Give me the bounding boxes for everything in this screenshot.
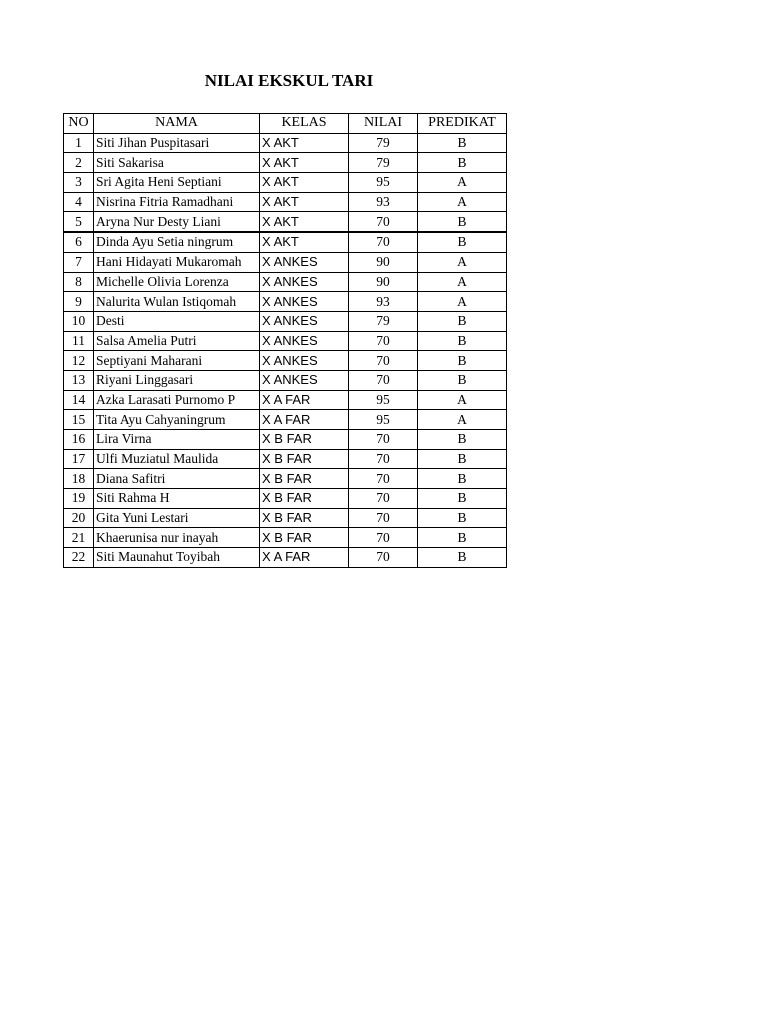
table-row xyxy=(64,232,507,252)
cell-nama: Siti Rahma H xyxy=(94,489,260,509)
cell-kelas: X AKT xyxy=(260,133,349,153)
cell-predikat: B xyxy=(418,430,507,450)
cell-kelas: X A FAR xyxy=(260,410,349,430)
cell-predikat: A xyxy=(418,390,507,410)
table-row xyxy=(64,449,507,469)
cell-nama: Lira Virna xyxy=(94,430,260,450)
cell-kelas: X A FAR xyxy=(260,548,349,568)
cell-nilai: 95 xyxy=(349,410,418,430)
cell-predikat: B xyxy=(418,548,507,568)
cell-predikat: B xyxy=(418,508,507,528)
cell-nama: Siti Jihan Puspitasari xyxy=(94,133,260,153)
cell-nilai: 70 xyxy=(349,508,418,528)
table-row xyxy=(64,430,507,450)
cell-nilai: 95 xyxy=(349,390,418,410)
cell-no: 8 xyxy=(64,272,94,292)
cell-no: 2 xyxy=(64,153,94,173)
table-row xyxy=(64,489,507,509)
table-row xyxy=(64,173,507,193)
cell-no: 16 xyxy=(64,430,94,450)
table-body xyxy=(64,133,507,567)
cell-nama: Desti xyxy=(94,311,260,331)
cell-nama: Hani Hidayati Mukaromah xyxy=(94,252,260,272)
header-kelas: KELAS xyxy=(260,114,349,134)
cell-no: 14 xyxy=(64,390,94,410)
cell-nilai: 79 xyxy=(349,153,418,173)
table-row xyxy=(64,272,507,292)
cell-no: 10 xyxy=(64,311,94,331)
grade-table xyxy=(63,113,507,568)
cell-nama: Riyani Linggasari xyxy=(94,370,260,390)
cell-nama: Aryna Nur Desty Liani xyxy=(94,212,260,232)
cell-predikat: B xyxy=(418,469,507,489)
cell-no: 9 xyxy=(64,292,94,312)
table-row xyxy=(64,410,507,430)
cell-kelas: X ANKES xyxy=(260,272,349,292)
table-row xyxy=(64,311,507,331)
cell-predikat: A xyxy=(418,410,507,430)
cell-kelas: X ANKES xyxy=(260,311,349,331)
cell-nilai: 90 xyxy=(349,272,418,292)
cell-no: 12 xyxy=(64,351,94,371)
cell-predikat: B xyxy=(418,153,507,173)
cell-no: 18 xyxy=(64,469,94,489)
cell-predikat: A xyxy=(418,192,507,212)
cell-no: 4 xyxy=(64,192,94,212)
cell-nama: Dinda Ayu Setia ningrum xyxy=(94,232,260,252)
cell-predikat: B xyxy=(418,449,507,469)
cell-nama: Nalurita Wulan Istiqomah xyxy=(94,292,260,312)
cell-nilai: 79 xyxy=(349,133,418,153)
cell-nama: Ulfi Muziatul Maulida xyxy=(94,449,260,469)
cell-no: 7 xyxy=(64,252,94,272)
cell-no: 13 xyxy=(64,370,94,390)
cell-no: 22 xyxy=(64,548,94,568)
table-row xyxy=(64,153,507,173)
cell-kelas: X AKT xyxy=(260,212,349,232)
cell-kelas: X B FAR xyxy=(260,449,349,469)
cell-nilai: 70 xyxy=(349,331,418,351)
cell-nilai: 70 xyxy=(349,489,418,509)
table-row xyxy=(64,252,507,272)
table-row xyxy=(64,192,507,212)
cell-nama: Diana Safitri xyxy=(94,469,260,489)
cell-no: 20 xyxy=(64,508,94,528)
cell-kelas: X AKT xyxy=(260,232,349,252)
cell-predikat: B xyxy=(418,528,507,548)
cell-predikat: B xyxy=(418,212,507,232)
cell-kelas: X AKT xyxy=(260,173,349,193)
cell-kelas: X B FAR xyxy=(260,508,349,528)
table-row xyxy=(64,331,507,351)
cell-kelas: X ANKES xyxy=(260,252,349,272)
cell-nama: Siti Sakarisa xyxy=(94,153,260,173)
table-header-row xyxy=(64,114,507,134)
cell-kelas: X B FAR xyxy=(260,469,349,489)
cell-no: 17 xyxy=(64,449,94,469)
cell-no: 11 xyxy=(64,331,94,351)
cell-no: 6 xyxy=(64,232,94,252)
cell-nama: Siti Maunahut Toyibah xyxy=(94,548,260,568)
cell-nama: Tita Ayu Cahyaningrum xyxy=(94,410,260,430)
cell-kelas: X B FAR xyxy=(260,489,349,509)
cell-predikat: B xyxy=(418,232,507,252)
cell-nama: Azka Larasati Purnomo P xyxy=(94,390,260,410)
cell-no: 1 xyxy=(64,133,94,153)
cell-nilai: 70 xyxy=(349,430,418,450)
cell-predikat: B xyxy=(418,351,507,371)
cell-nilai: 95 xyxy=(349,173,418,193)
table-row xyxy=(64,292,507,312)
table-row xyxy=(64,508,507,528)
table-row xyxy=(64,528,507,548)
table-row xyxy=(64,469,507,489)
table-row xyxy=(64,212,507,232)
cell-no: 3 xyxy=(64,173,94,193)
cell-nilai: 79 xyxy=(349,311,418,331)
cell-kelas: X ANKES xyxy=(260,351,349,371)
header-no: NO xyxy=(64,114,94,134)
cell-predikat: A xyxy=(418,292,507,312)
header-predikat: PREDIKAT xyxy=(418,114,507,134)
cell-no: 19 xyxy=(64,489,94,509)
cell-nilai: 70 xyxy=(349,528,418,548)
table-row xyxy=(64,351,507,371)
cell-nilai: 70 xyxy=(349,351,418,371)
page-title: NILAI EKSKUL TARI xyxy=(204,71,374,90)
cell-nama: Gita Yuni Lestari xyxy=(94,508,260,528)
cell-nilai: 70 xyxy=(349,232,418,252)
cell-kelas: X AKT xyxy=(260,153,349,173)
cell-kelas: X A FAR xyxy=(260,390,349,410)
cell-no: 5 xyxy=(64,212,94,232)
cell-no: 21 xyxy=(64,528,94,548)
cell-predikat: B xyxy=(418,489,507,509)
cell-nama: Khaerunisa nur inayah xyxy=(94,528,260,548)
header-nama: NAMA xyxy=(94,114,260,134)
cell-nilai: 70 xyxy=(349,212,418,232)
cell-nama: Nisrina Fitria Ramadhani xyxy=(94,192,260,212)
cell-kelas: X ANKES xyxy=(260,370,349,390)
cell-nilai: 93 xyxy=(349,292,418,312)
cell-no: 15 xyxy=(64,410,94,430)
cell-nilai: 70 xyxy=(349,469,418,489)
table-row xyxy=(64,370,507,390)
cell-nilai: 70 xyxy=(349,548,418,568)
cell-kelas: X B FAR xyxy=(260,528,349,548)
cell-predikat: B xyxy=(418,331,507,351)
table-row xyxy=(64,548,507,568)
cell-predikat: A xyxy=(418,173,507,193)
cell-kelas: X ANKES xyxy=(260,331,349,351)
cell-nama: Sri Agita Heni Septiani xyxy=(94,173,260,193)
cell-nilai: 90 xyxy=(349,252,418,272)
cell-nama: Septiyani Maharani xyxy=(94,351,260,371)
cell-nilai: 70 xyxy=(349,449,418,469)
header-nilai: NILAI xyxy=(349,114,418,134)
cell-nama: Salsa Amelia Putri xyxy=(94,331,260,351)
cell-nilai: 70 xyxy=(349,370,418,390)
cell-nama: Michelle Olivia Lorenza xyxy=(94,272,260,292)
cell-kelas: X B FAR xyxy=(260,430,349,450)
cell-predikat: A xyxy=(418,272,507,292)
table-row xyxy=(64,133,507,153)
cell-predikat: B xyxy=(418,133,507,153)
cell-predikat: B xyxy=(418,311,507,331)
cell-nilai: 93 xyxy=(349,192,418,212)
table-row xyxy=(64,390,507,410)
cell-kelas: X ANKES xyxy=(260,292,349,312)
cell-predikat: B xyxy=(418,370,507,390)
cell-kelas: X AKT xyxy=(260,192,349,212)
cell-predikat: A xyxy=(418,252,507,272)
